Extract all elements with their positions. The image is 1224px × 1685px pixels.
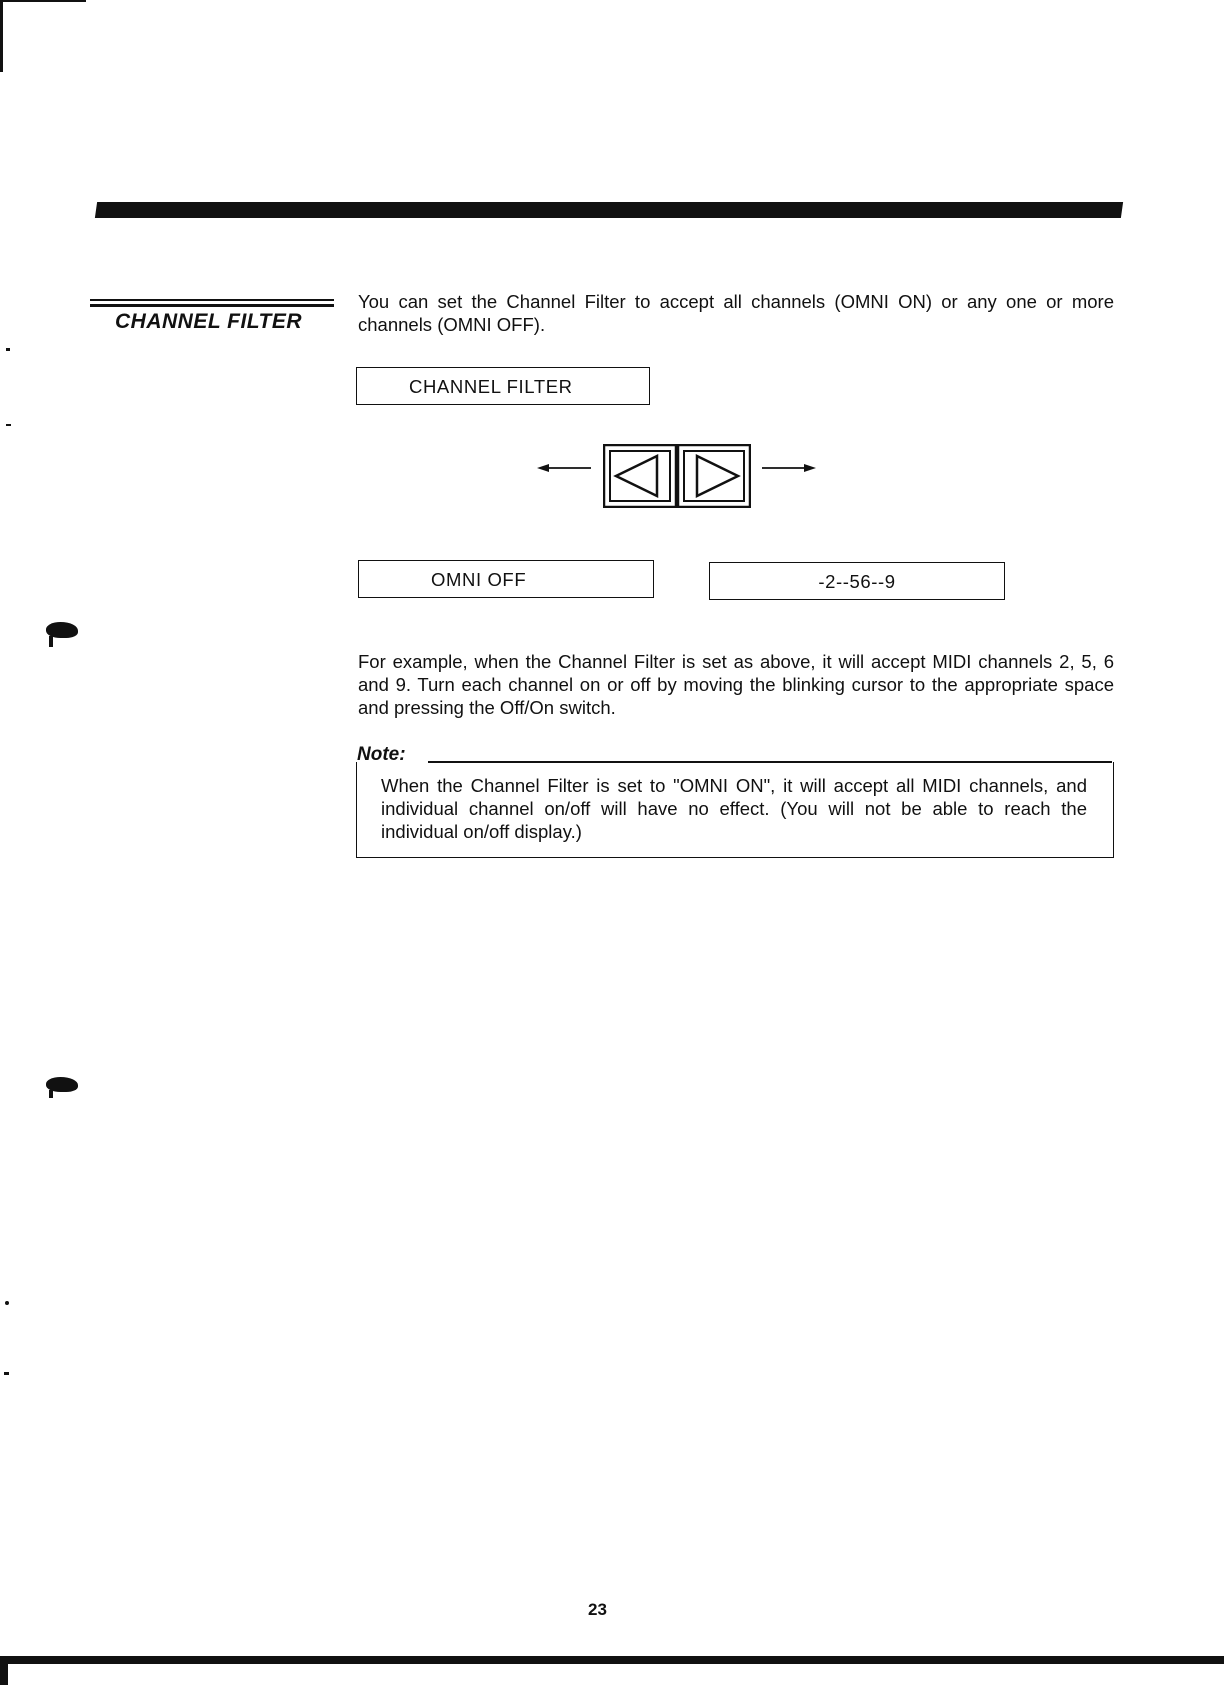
- section-title: CHANNEL FILTER: [115, 310, 303, 333]
- scan-speck: [6, 424, 11, 426]
- scan-blot-tail: [49, 1090, 53, 1098]
- intro-paragraph: You can set the Channel Filter to accept all channels (OMNI ON) or any one or more channels (OMNI OFF).: [358, 291, 1114, 335]
- lcd-omni-display: OMNI OFF: [358, 560, 654, 598]
- note-label: Note:: [357, 744, 406, 765]
- scan-speck: [5, 1301, 9, 1305]
- example-paragraph: For example, when the Channel Filter is set as above, it will accept MIDI channels 2, 5, 6 and 9. Turn each channel on or off by moving the blinking cursor to the appropriate space and pressing the Off/On switch.: [358, 651, 1114, 718]
- section-title-rule: [90, 299, 334, 301]
- scan-speck: [6, 348, 10, 351]
- arrow-left-icon: [537, 462, 591, 474]
- right-triangle-key-icon: [678, 445, 750, 507]
- left-triangle-key-icon: [604, 445, 676, 507]
- page-number: 23: [588, 1600, 607, 1619]
- cursor-keys: [603, 444, 751, 508]
- section-title-rule-thick: [90, 304, 334, 307]
- scan-blot-tail: [49, 636, 53, 647]
- footer-rule: [0, 1656, 1224, 1664]
- arrow-right-icon: [762, 462, 816, 474]
- lcd-channel-display: -2--56--9: [709, 562, 1005, 600]
- page-corner-mark: [0, 0, 86, 72]
- lcd-title-display: CHANNEL FILTER: [356, 367, 650, 405]
- scan-speck: [4, 1372, 9, 1375]
- header-rule: [95, 202, 1123, 218]
- footer-corner-mark: [0, 1656, 8, 1685]
- note-text: When the Channel Filter is set to "OMNI ON", it will accept all MIDI channels, and individual channel on/off will have no effect. (You will not be able to reach the individual on/off display.): [381, 775, 1087, 842]
